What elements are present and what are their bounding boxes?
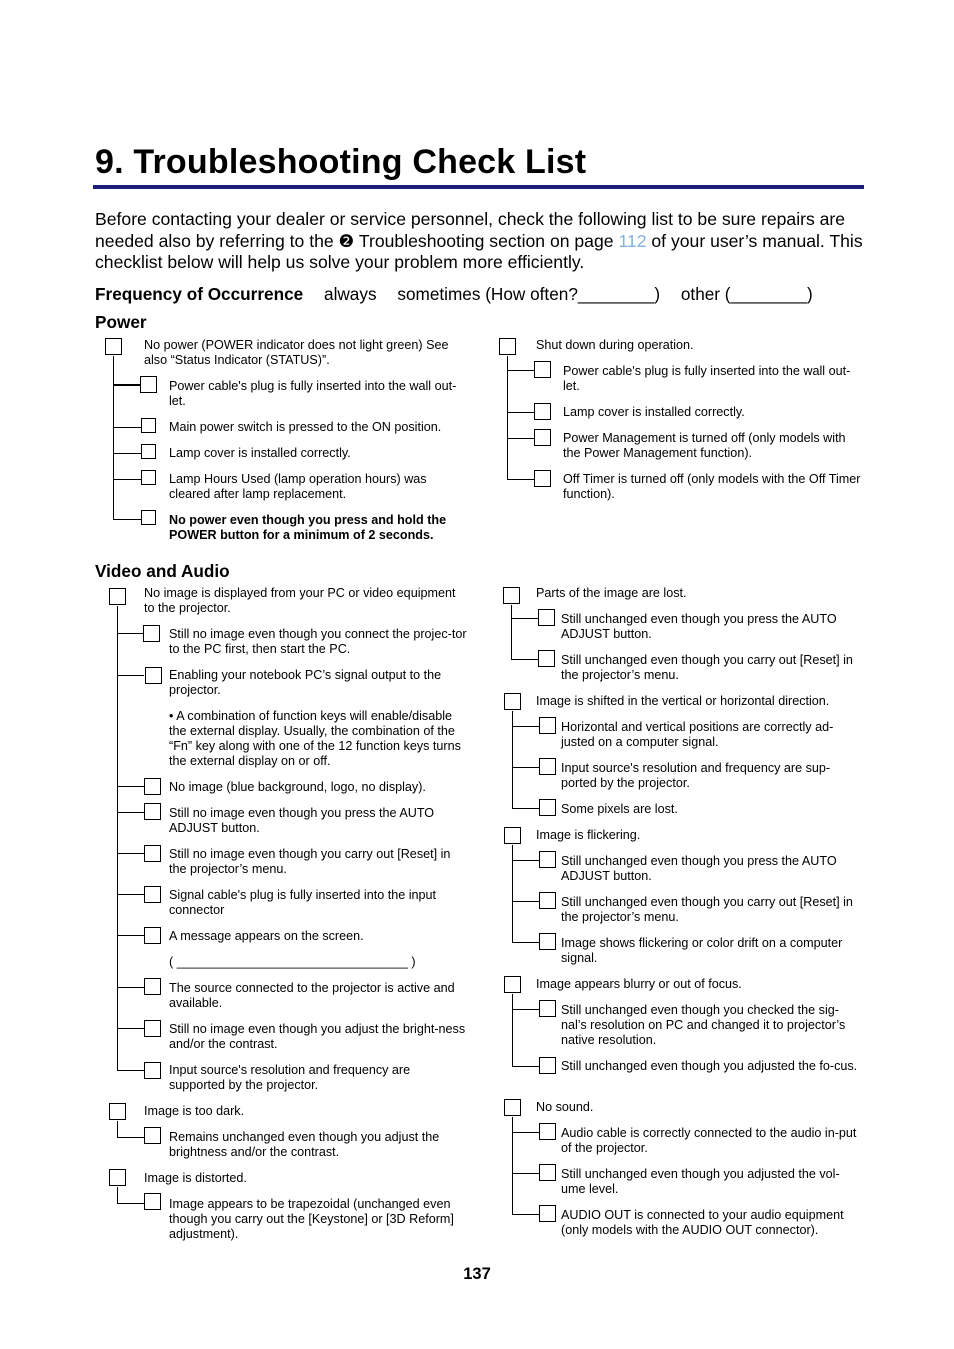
item-reset: Still no image even though you carry out [Reset] in the projector’s menu.: [169, 847, 451, 876]
intro-text-3: of your user’s manual. This checklist below will help us solve your problem more efficiently.: [95, 230, 863, 273]
tree-branch: [113, 427, 141, 428]
tree-branch: [117, 987, 144, 988]
note-function-keys: • A combination of function keys will enable/disable the external display. Usually, the combination of the “Fn” key along with one of the 12 function keys turns the external display on or off.: [169, 709, 461, 768]
checkbox-no-image-blue[interactable]: [144, 778, 161, 795]
item-no-image: No image is displayed from your PC or video equipment to the projector.: [144, 586, 456, 615]
checkbox-parts-auto[interactable]: [538, 609, 555, 626]
power-heading: Power: [95, 312, 147, 332]
item-flicker-reset: Still unchanged even though you carry out [Reset] in the projector’s menu.: [561, 895, 853, 924]
checkbox-auto-adjust[interactable]: [144, 803, 161, 820]
tree-branch: [117, 1070, 144, 1071]
tree-branch: [512, 1173, 539, 1174]
item-audio-out: AUDIO OUT is connected to your audio equipment (only models with the AUDIO OUT connector).: [561, 1208, 844, 1237]
checkbox-parts-lost[interactable]: [503, 587, 520, 604]
checkbox-power-management[interactable]: [534, 429, 551, 446]
item-trapezoidal: Image appears to be trapezoidal (unchanged even though you carry out the [Keystone] or [3D Reform] adjustment).: [169, 1197, 454, 1241]
checkbox-native-resolution[interactable]: [539, 1000, 556, 1017]
checkbox-message[interactable]: [144, 927, 161, 944]
intro-text-1: Before contacting your dealer or service personnel, check the following list to be sure repairs are needed also by referring to the: [95, 209, 846, 251]
tree-branch: [511, 659, 539, 660]
checkbox-signal-cable[interactable]: [144, 886, 161, 903]
item-no-image-blue: No image (blue background, logo, no display).: [169, 780, 426, 794]
item-source-active: The source connected to the projector is active and available.: [169, 981, 455, 1010]
tree-branch: [512, 808, 539, 809]
checkbox-brightness[interactable]: [144, 1020, 161, 1037]
item-message: A message appears on the screen.: [169, 929, 364, 943]
tree-branch: [113, 479, 141, 480]
checkbox-connect-first[interactable]: [143, 625, 160, 642]
item-parts-reset: Still unchanged even though you carry out [Reset] in the projector’s menu.: [561, 653, 853, 682]
page-number: 137: [463, 1265, 491, 1283]
item-shutdown: Shut down during operation.: [536, 338, 694, 352]
checkbox-parts-reset[interactable]: [538, 650, 555, 667]
frequency-always[interactable]: always: [324, 284, 377, 304]
checkbox-dark-brightness[interactable]: [144, 1127, 161, 1144]
checkbox-focus[interactable]: [539, 1057, 556, 1074]
tree-branch: [507, 438, 535, 439]
tree-branch: [512, 1009, 539, 1010]
checkbox-volume[interactable]: [539, 1164, 556, 1181]
tree-branch: [512, 726, 539, 727]
item-blurry: Image appears blurry or out of focus.: [536, 977, 742, 991]
checkbox-no-image[interactable]: [109, 588, 126, 605]
item-main-switch: Main power switch is pressed to the ON position.: [169, 420, 442, 434]
frequency-label: Frequency of Occurrence: [95, 284, 304, 304]
tree-branch: [117, 853, 144, 854]
checkbox-distorted[interactable]: [109, 1169, 126, 1186]
tree-branch: [113, 519, 141, 520]
tree-branch: [117, 935, 144, 936]
tree-branch: [117, 894, 144, 895]
item-no-sound: No sound.: [536, 1100, 594, 1114]
tree-line: [117, 1121, 118, 1137]
tree-branch: [117, 812, 144, 813]
tree-branch: [113, 453, 141, 454]
tree-branch: [117, 786, 144, 787]
tree-branch: [512, 1066, 539, 1067]
item-resolution: Input source's resolution and frequency are supported by the projector.: [169, 1063, 411, 1092]
tree-branch: [113, 384, 141, 386]
checkbox-reset[interactable]: [144, 845, 161, 862]
checkbox-no-sound[interactable]: [504, 1099, 521, 1116]
checkbox-positions[interactable]: [539, 717, 556, 734]
circled-2-icon: ❷: [338, 230, 355, 251]
checkbox-notebook-output[interactable]: [145, 667, 162, 684]
item-too-dark: Image is too dark.: [144, 1104, 245, 1118]
tree-line: [511, 605, 512, 659]
checkbox-power-button[interactable]: [141, 510, 156, 525]
frequency-row: [95, 284, 829, 305]
item-shutdown-plug: Power cable's plug is fully inserted into the wall out-let.: [563, 364, 851, 393]
item-parts-lost: Parts of the image are lost.: [536, 586, 687, 600]
item-off-timer: Off Timer is turned off (only models with the Off Timer function).: [563, 472, 861, 501]
item-native-resolution: Still unchanged even though you checked the sig-nal’s resolution on PC and changed it to projector’s native resolution.: [561, 1003, 846, 1047]
item-distorted: Image is distorted.: [144, 1171, 247, 1185]
tree-branch: [507, 370, 535, 371]
tree-branch: [512, 860, 539, 861]
tree-branch: [117, 1137, 144, 1138]
tree-branch: [117, 1203, 144, 1204]
tree-branch: [512, 767, 539, 768]
tree-line: [117, 1187, 118, 1203]
tree-branch: [512, 1214, 539, 1215]
tree-line: [512, 994, 513, 1066]
item-volume: Still unchanged even though you adjusted the vol-ume level.: [561, 1167, 840, 1196]
tree-branch: [511, 618, 539, 619]
intro-paragraph: [95, 209, 865, 274]
checkbox-lamp-cover[interactable]: [141, 444, 156, 459]
item-no-power: No power (POWER indicator does not light green) See also “Status Indicator (STATUS)”.: [144, 338, 449, 367]
page-link[interactable]: 112: [618, 230, 647, 251]
item-shifted-resolution: Input source's resolution and frequency are sup-ported by the projector.: [561, 761, 831, 790]
item-parts-auto: Still unchanged even though you press the AUTO ADJUST button.: [561, 612, 837, 641]
item-brightness: Still no image even though you adjust the bright-ness and/or the contrast.: [169, 1022, 466, 1051]
checkbox-audio-out[interactable]: [539, 1205, 556, 1222]
item-focus: Still unchanged even though you adjusted the fo-cus.: [561, 1059, 858, 1073]
checkbox-audio-cable[interactable]: [539, 1123, 556, 1140]
item-power-plug: Power cable's plug is fully inserted into the wall out-let.: [169, 379, 457, 408]
item-dark-brightness: Remains unchanged even though you adjust the brightness and/or the contrast.: [169, 1130, 440, 1159]
video-audio-heading: Video and Audio: [95, 561, 230, 581]
checkbox-shifted[interactable]: [504, 693, 521, 710]
item-power-button: No power even though you press and hold the POWER button for a minimum of 2 seconds.: [169, 513, 447, 542]
item-positions: Horizontal and vertical positions are correctly ad-justed on a computer signal.: [561, 720, 834, 749]
tree-branch: [117, 1028, 144, 1029]
frequency-other[interactable]: other (________): [680, 284, 813, 304]
item-lamp-hours: Lamp Hours Used (lamp operation hours) was cleared after lamp replacement.: [169, 472, 427, 501]
item-auto-adjust: Still no image even though you press the AUTO ADJUST button.: [169, 806, 435, 835]
checkbox-shutdown-lamp-cover[interactable]: [534, 403, 551, 420]
checkbox-lamp-hours[interactable]: [141, 470, 156, 485]
tree-branch: [507, 412, 535, 413]
checkbox-power-plug[interactable]: [140, 376, 157, 393]
item-signal-cable: Signal cable's plug is fully inserted into the input connector: [169, 888, 437, 917]
checkbox-off-timer[interactable]: [534, 470, 551, 487]
item-flicker-auto: Still unchanged even though you press the AUTO ADJUST button.: [561, 854, 837, 883]
tree-branch: [117, 675, 144, 676]
checkbox-trapezoidal[interactable]: [144, 1193, 161, 1210]
item-lamp-cover: Lamp cover is installed correctly.: [169, 446, 351, 460]
page-title: 9. Troubleshooting Check List: [95, 143, 587, 181]
intro-text-2: Troubleshooting section on page: [354, 230, 619, 251]
checkbox-main-switch[interactable]: [141, 418, 156, 433]
checkbox-shutdown[interactable]: [499, 338, 516, 355]
tree-branch: [117, 633, 144, 634]
tree-branch: [507, 479, 535, 480]
item-power-management: Power Management is turned off (only models with the Power Management function).: [563, 431, 846, 460]
tree-branch: [512, 1132, 539, 1133]
tree-branch: [512, 901, 539, 902]
item-notebook-output: Enabling your notebook PC’s signal output to the projector.: [169, 668, 442, 697]
tree-line: [507, 356, 508, 479]
title-rule: [93, 185, 864, 189]
item-color-drift: Image shows flickering or color drift on a computer signal.: [561, 936, 843, 965]
checkbox-color-drift[interactable]: [539, 933, 556, 950]
checkbox-flicker-reset[interactable]: [539, 892, 556, 909]
checkbox-too-dark[interactable]: [109, 1103, 126, 1120]
item-shutdown-lamp-cover: Lamp cover is installed correctly.: [563, 405, 745, 419]
item-pixels-lost: Some pixels are lost.: [561, 802, 678, 816]
checkbox-flickering[interactable]: [504, 827, 521, 844]
tree-line: [113, 356, 114, 519]
checkbox-resolution[interactable]: [144, 1062, 161, 1079]
item-shifted: Image is shifted in the vertical or horizontal direction.: [536, 694, 830, 708]
checkbox-shifted-resolution[interactable]: [539, 758, 556, 775]
checkbox-no-power[interactable]: [105, 338, 122, 355]
checkbox-shutdown-plug[interactable]: [534, 361, 551, 378]
frequency-sometimes[interactable]: sometimes (How often?________): [397, 284, 661, 304]
checkbox-blurry[interactable]: [504, 976, 521, 993]
checkbox-flicker-auto[interactable]: [539, 851, 556, 868]
checkbox-source-active[interactable]: [144, 978, 161, 995]
item-flickering: Image is flickering.: [536, 828, 641, 842]
checkbox-pixels-lost[interactable]: [539, 799, 556, 816]
item-connect-first: Still no image even though you connect the projec-tor to the PC first, then start the PC.: [169, 627, 467, 656]
item-audio-cable: Audio cable is correctly connected to the audio in-put of the projector.: [561, 1126, 857, 1155]
message-blank: ( _________________________________ ): [169, 955, 416, 969]
tree-branch: [512, 942, 539, 943]
